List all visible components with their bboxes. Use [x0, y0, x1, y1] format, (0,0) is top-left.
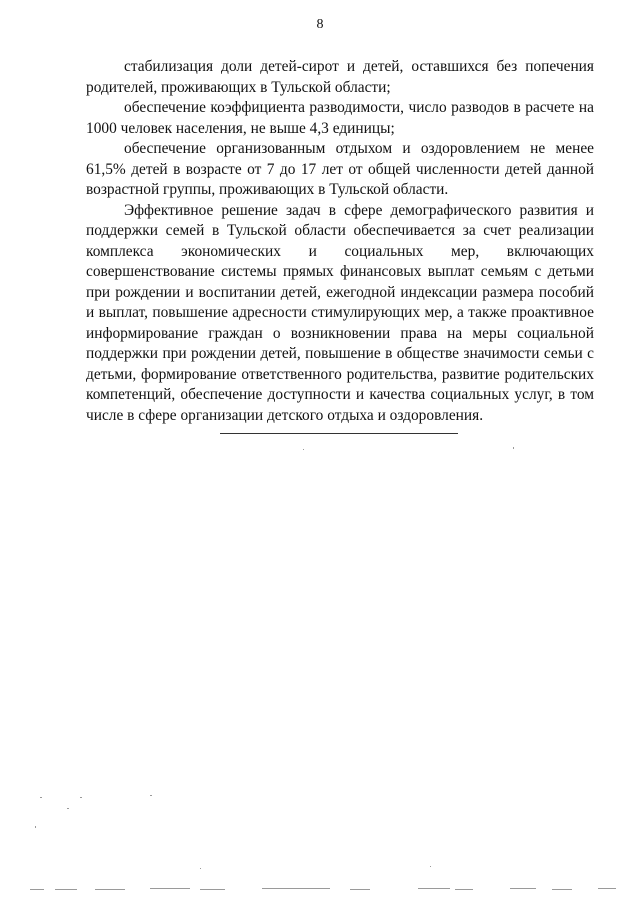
page-number: 8 — [316, 17, 324, 32]
closing-divider-line — [220, 433, 458, 434]
document-body — [86, 57, 594, 426]
paragraph-orphans-stabilization: стабилизация доли детей-сирот и детей, оставшихся без попечения родителей, проживающих в Тульской области; — [86, 58, 594, 96]
paragraph-children-recreation: обеспечение организованным отдыхом и оздоровлением не менее 61,5% детей в возрасте от 7 до 17 лет от общей численности детей данной возрастной группы, проживающих в Тульской области. — [86, 140, 594, 198]
paragraph-effective-solution: Эффективное решение задач в сфере демографического развития и поддержки семей в Тульской области обеспечивается за счет реализации комплекса экономических и социальных мер, включающих совершенствование системы прямых финансовых выплат семьям с детьми при рождении и воспитании детей, ежегодной индексации размера пособий и выплат, повышение адресности стимулирующих мер, а также проактивное информирование граждан о возникновении права на меры социальной поддержки при рождении детей, повышение в обществе значимости семьи с детьми, формирование ответственного родительства, развитие родительских компетенций, обеспечение доступности и качества социальных услуг, в том числе в сфере организации детского отдыха и оздоровления. — [86, 201, 594, 424]
paragraph-divorce-coefficient: обеспечение коэффициента разводимости, число разводов в расчете на 1000 человек населения, не выше 4,3 единицы; — [86, 99, 594, 137]
